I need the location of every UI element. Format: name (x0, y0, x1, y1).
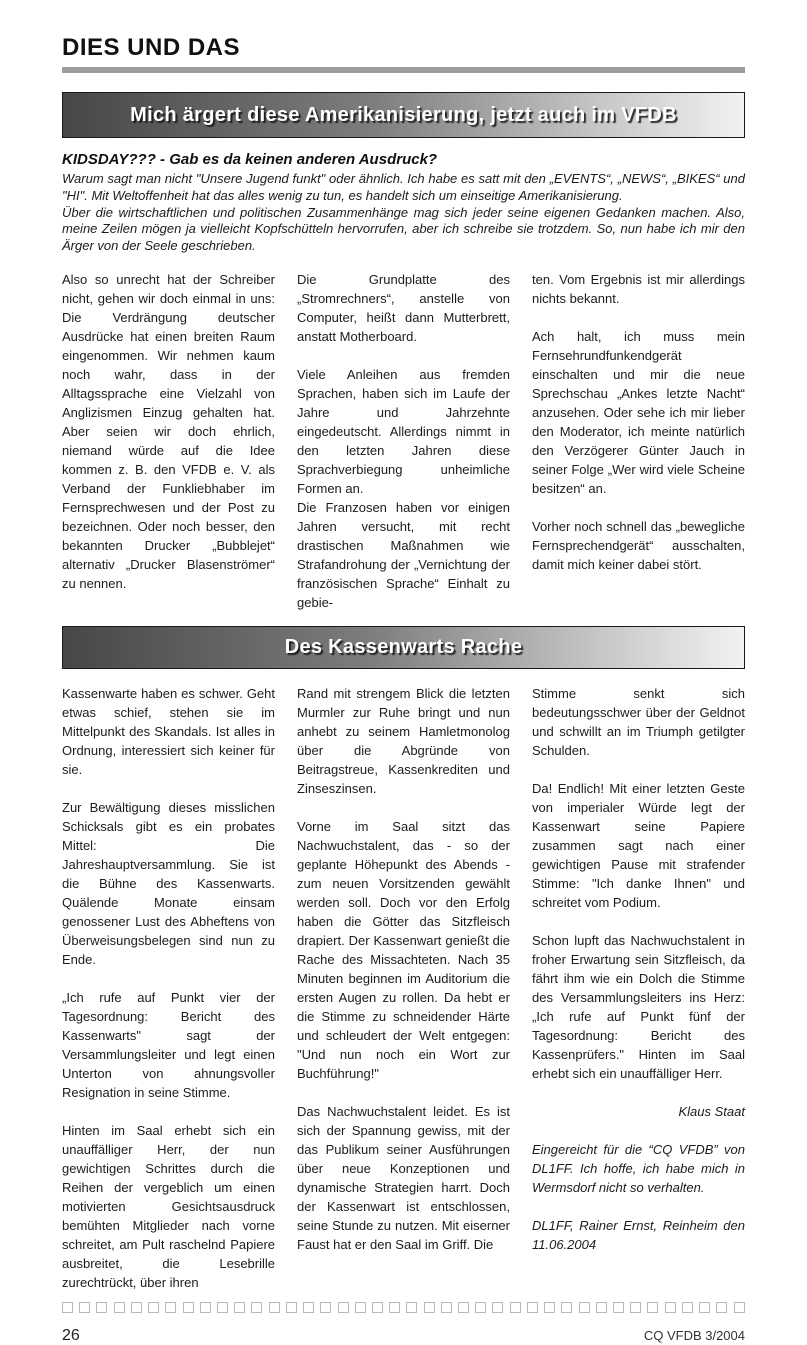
square-decoration (630, 1302, 641, 1313)
paragraph: ten. Vom Ergebnis ist mir allerdings nichts bekannt. (532, 271, 745, 306)
paragraph: Da! Endlich! Mit einer letzten Geste von imperialer Würde legt der Kassenwart seine Papiere zusammen sagt nach einer gewichtigen Pause mit strafender Stimme: "Ich danke Ihnen" und schreitet vom Podium. (532, 780, 745, 910)
article2-columns (62, 684, 745, 1292)
square-decoration (647, 1302, 658, 1313)
text-column-1 (62, 270, 275, 612)
title-rule-divider (62, 67, 745, 73)
paragraph: Die Franzosen haben vor einigen Jahren versucht, mit recht drastischen Maßnahmen wie Strafandrohung der „Vernichtung der französischen Sprache“ Einhalt zu gebie- (297, 499, 510, 610)
square-decoration (561, 1302, 572, 1313)
square-decoration (475, 1302, 486, 1313)
square-decoration (320, 1302, 331, 1313)
paragraph: Stimme senkt sich bedeutungsschwer über der Geldnot und schwillt an im Triumph getilgter Schulden. (532, 685, 745, 758)
paragraph: „Ich rufe auf Punkt vier der Tagesordnung: Bericht des Kassenwarts" sagt der Versammlungsleiter und legt einen Unterton von ahnungsvoller Resignation in seine Stimme. (62, 989, 275, 1100)
journal-reference: CQ VFDB 3/2004 (643, 1327, 745, 1343)
paragraph: Das Nachwuchstalent leidet. Es ist sich der Spannung gewiss, mit der das Publikum seiner Ausführungen über neue Konzeptionen und dynamische Strategien harrt. Doch der Kassenwart ist entschlossen, seine Stunde zu nutzen. Mit eiserner Faust hat er den Saal im Griff. Die (297, 1103, 510, 1252)
text-column-2 (297, 684, 510, 1292)
square-decoration (613, 1302, 624, 1313)
footer (62, 1327, 745, 1345)
paragraph: Viele Anleihen aus fremden Sprachen, haben sich im Laufe der Jahre und Jahrzehnte eingedeutscht. Allerdings nimmt in den letzten Jahren diese Sprachverbiegung unheimliche Formen an. (297, 366, 510, 496)
article1-banner: Mich ärgert diese Amerikanisierung, jetzt auch im VFDB (62, 92, 745, 138)
square-decoration (114, 1302, 125, 1313)
square-decoration (338, 1302, 349, 1313)
article1-intro (62, 151, 745, 255)
square-decoration (510, 1302, 521, 1313)
square-decoration (441, 1302, 452, 1313)
square-decoration (234, 1302, 245, 1313)
square-decoration (251, 1302, 262, 1313)
square-decoration (492, 1302, 503, 1313)
square-decoration (682, 1302, 693, 1313)
square-decoration (596, 1302, 607, 1313)
page-title: DIES UND DAS (62, 34, 241, 61)
square-decoration (734, 1302, 745, 1313)
square-decoration (699, 1302, 710, 1313)
square-decoration (269, 1302, 280, 1313)
paragraph: Vorne im Saal sitzt das Nachwuchstalent, das - so der geplante Höhepunkt des Abends - zum neuen Vorsitzenden gewählt werden soll. Doch vor den Erfolg haben die Götter das Sitzfleisch drapiert. Der Kassenwart genießt die Rache des Missachteten. Nach 35 Minuten beginnen im Auditorium die ersten Augen zu rollen. Da hebt er die Stimme zu schneidender Härte und schleudert der Welt entgegen: "Und nun noch ein Wort zur Buchführung!" (297, 818, 510, 1081)
paragraph: Die Grundplatte des „Stromrechners“, anstelle von Computer, heißt dann Mutterbrett, anstatt Motherboard. (297, 271, 510, 344)
square-decoration (389, 1302, 400, 1313)
article1-intro-heading: KIDSDAY??? - Gab es da keinen anderen Ausdruck? (62, 151, 438, 168)
footer-squares-decoration (62, 1302, 745, 1313)
text-column-3 (532, 684, 745, 1292)
page-number: 26 (62, 1326, 80, 1344)
square-decoration (131, 1302, 142, 1313)
square-decoration (303, 1302, 314, 1313)
square-decoration (217, 1302, 228, 1313)
paragraph: Schon lupft das Nachwuchstalent in froher Erwartung sein Sitzfleisch, da fährt ihm wie ein Dolch die Stimme des Versammlungsleiters ins Herz: „Ich rufe auf Punkt fünf der Tagesordnung: Bericht des Kassenprüfers." Hinten im Saal erhebt sich ein unauffälliger Herr. (532, 932, 745, 1081)
paragraph: Zur Bewältigung dieses misslichen Schicksals gibt es ein probates Mittel: Die Jahreshauptversammlung. Sie ist die Bühne des Kassenwarts. Quälende Monate einsam genossener Lust des Abheftens von Überweisungsbelegen sind nun zu Ende. (62, 799, 275, 967)
author-credit: DL1FF, Rainer Ernst, Reinheim den 11.06.2004 (532, 1217, 745, 1252)
paragraph: Rand mit strengem Blick die letzten Murmler zur Ruhe bringt und nun anhebt zu seinem Hamletmonolog über die Abgründe von Beitragstreue, Kassenkrediten und Zinseszinsen. (297, 685, 510, 796)
square-decoration (286, 1302, 297, 1313)
square-decoration (79, 1302, 90, 1313)
article2-banner: Des Kassenwarts Rache (62, 626, 745, 669)
square-decoration (579, 1302, 590, 1313)
paragraph: Kassenwarte haben es schwer. Geht etwas schief, stehen sie im Mittelpunkt des Skandals. Ist alles in Ordnung, interessiert sich keiner für sie. (62, 685, 275, 777)
square-decoration (544, 1302, 555, 1313)
square-decoration (183, 1302, 194, 1313)
article1-columns (62, 270, 745, 612)
text-column-1 (62, 684, 275, 1292)
paragraph: Also so unrecht hat der Schreiber nicht, gehen wir doch einmal in uns: Die Verdrängung deutscher Ausdrücke hat einen breiten Raum eingenommen. Wir nehmen kaum noch wahr, dass in der Alltagssprache eine Vielzahl von Anglizismen Einzug gehalten hat. Aber seien wir doch ehrlich, niemand würde auf die Idee kommen z. B. den VFDB e. V. als Verband der Funkliebhaber im Fernsprechwesen und der Post zu bezeichnen. Oder noch besser, den bekannten Drucker „Bubblejet“ alternativ „Drucker Blasenströmer“ zu nennen. (62, 271, 275, 591)
square-decoration (148, 1302, 159, 1313)
intro-paragraph: Über die wirtschaftlichen und politischen Zusammenhänge mag sich jeder seine eigenen Gedanken machen. Also, meine Zeilen mögen ja vielleicht Kopfschütteln hervorrufen, aber ich schreibe sie trotzdem. So, nun habe ich mir den Ärger von der Seele geschrieben. (62, 204, 745, 254)
submission-credit: Eingereicht für die “CQ VFDB” von DL1FF. Ich hoffe, ich habe mich in Wermsdorf nicht so verhalten. (532, 1141, 745, 1195)
square-decoration (458, 1302, 469, 1313)
square-decoration (372, 1302, 383, 1313)
square-decoration (716, 1302, 727, 1313)
square-decoration (62, 1302, 73, 1313)
text-column-3 (532, 270, 745, 612)
square-decoration (424, 1302, 435, 1313)
paragraph: Vorher noch schnell das „bewegliche Fernsprechendgerät“ ausschalten, damit mich keiner dabei stört. (532, 518, 745, 572)
square-decoration (355, 1302, 366, 1313)
text-column-2 (297, 270, 510, 612)
square-decoration (165, 1302, 176, 1313)
square-decoration (96, 1302, 107, 1313)
author-signature: Klaus Staat (678, 1103, 745, 1119)
square-decoration (406, 1302, 417, 1313)
square-decoration (665, 1302, 676, 1313)
intro-paragraph: Warum sagt man nicht "Unsere Jugend funkt" oder ähnlich. Ich habe es satt mit den „EVENTS“, „NEWS“, „BIKES“ und "HI". Mit Weltoffenheit hat das alles wenig zu tun, es handelt sich um einseitige Amerikanisierung. (62, 171, 745, 203)
square-decoration (200, 1302, 211, 1313)
paragraph: Hinten im Saal erhebt sich ein unauffälliger Herr, der nun gewichtigen Schrittes durch die Reihen der vergeblich um einen motivierten Gesichtsausdruck bemühten Mitglieder nach vorne schreitet, am Pult raschelnd Papiere ausbreitet, die Lesebrille zurechtrückt, über ihren (62, 1122, 275, 1290)
square-decoration (527, 1302, 538, 1313)
paragraph: Ach halt, ich muss mein Fernsehrundfunkendgerät einschalten und mir die neue Sprechschau „Ankes letzte Nacht“ anzusehen. Oder sehe ich mir lieber den Moderator, ich meinte natürlich den Verzögerer Günter Jauch in seiner Folge „Wer wird viele Scheine besitzen“ an. (532, 328, 745, 496)
